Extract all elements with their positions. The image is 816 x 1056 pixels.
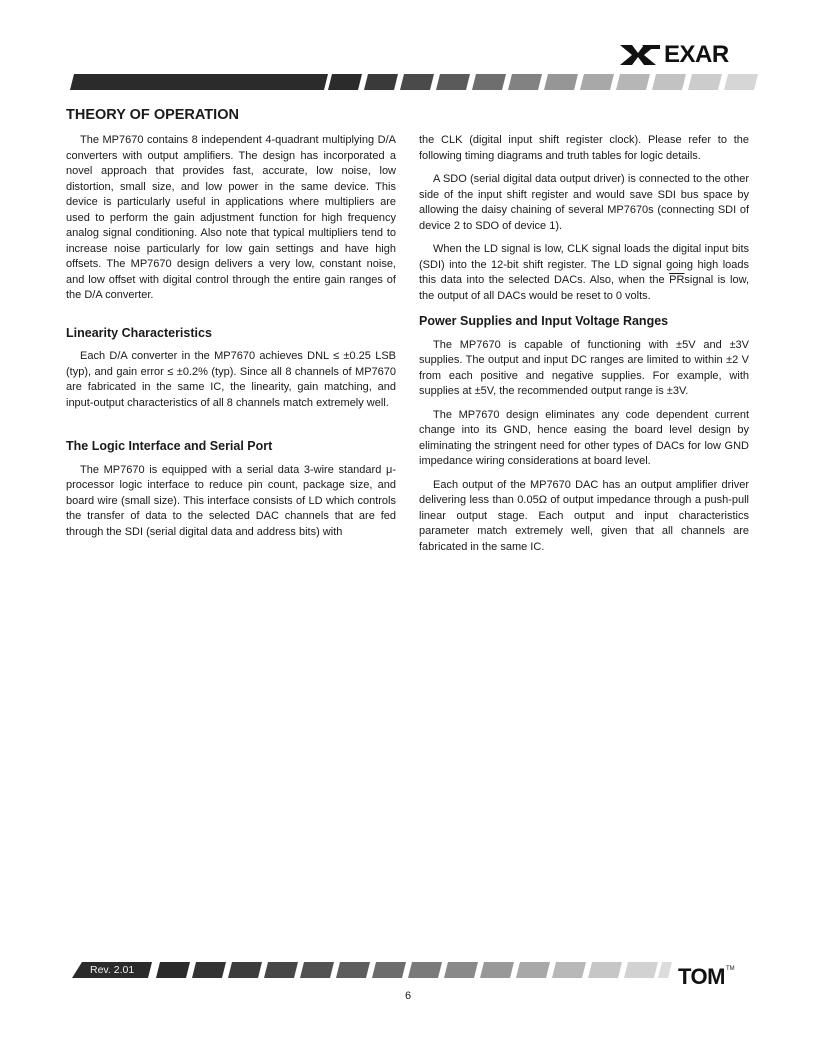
paragraph-output: Each output of the MP7670 DAC has an output amplifier driver delivering less than 0.05Ω of output impedance through a push-pull linear output stage. Each output and input characteristics parameter match extremely well, given that all channels are fabricated in the same IC. [419, 478, 749, 553]
paragraph-sdo: A SDO (serial digital data output driver) is connected to the other side of the input shift register and would save SDI bus space by allowing the daisy chaining of several MP7670s (connecting SDI of device 2 to SDO of device 1). [419, 173, 749, 232]
revision-label: Rev. 2.01 [90, 964, 135, 976]
paragraph-clk: the CLK (digital input shift register clock). Please refer to the following timing diagrams and truth tables for logic details. [419, 134, 749, 162]
paragraph-ld-text-a: When the LD signal is low, CLK signal loads the digital input bits (SDI) into the 12-bit shift register. The LD signal going high loads this data into the selected DACs. Also, when the [419, 243, 749, 286]
heading-logic-interface: The Logic Interface and Serial Port [66, 439, 273, 453]
paragraph-ld-text-b: signal is low, the output of all DACs would be reset to 0 volts. [419, 274, 749, 302]
paragraph-ld [419, 242, 749, 304]
right-column [419, 133, 749, 563]
exar-logo-icon [620, 43, 660, 67]
paragraph-logic-interface: The MP7670 is equipped with a serial data 3-wire standard μ-processor logic interface to reduce pin count, package size, and board wire (small size). This interface consists of LD which controls the transfer of data to the selected DAC channels that are fed through the SDI (serial digital data and address bits) with [66, 463, 396, 538]
paragraph-gnd: The MP7670 design eliminates any code dependent current change into its GND, hence easing the board level design by eliminating the stringent need for other types of DACs for low GND impedance wiring considerations at board level. [419, 408, 749, 467]
heading-linearity: Linearity Characteristics [66, 325, 212, 340]
left-column [66, 133, 396, 548]
trademark-mark: TM [725, 966, 735, 972]
pr-signal-label: $\overline{PR}$ [669, 274, 685, 286]
heading-power-supplies: Power Supplies and Input Voltage Ranges [419, 314, 669, 328]
paragraph-intro: The MP7670 contains 8 independent 4-quadrant multiplying D/A converters with output amplifiers. The design has incorporated a novel approach that provides fast, accurate, low noise, low distortion, small size, and low power in the same device. This device is particularly useful in applications where multipliers are used to perform the gain adjustment function for high frequency analog signal conditioning. Also note that typical multipliers tend to increase noise particularly for low gain settings and have high offsets. The MP7670 design delivers a very low, constant noise, and low offset with digital control through the entire gain ranges of the D/A converter. [66, 134, 396, 301]
header-stripe-band [58, 74, 758, 90]
paragraph-linearity: Each D/A converter in the MP7670 achieves DNL ≤ ±0.25 LSB (typ), and gain error ≤ ±0.2% (typ). Since all 8 channels of MP7670 are fabricated in the same IC, the linearity, gain matching, and input-output characteristics of all 8 channels match extremely well. [66, 350, 396, 409]
page-number: 6 [404, 990, 412, 1002]
paragraph-power-supplies: The MP7670 is capable of functioning with ±5V and ±3V supplies. The output and input DC ranges are limited to within ±2 V from each positive and negative supplies. For example, with supplies at ±5V, the recommended output range is ±3V. [419, 338, 749, 397]
section-title: THEORY OF OPERATION [66, 107, 239, 123]
footer-stripe-band [72, 962, 672, 978]
exar-logo-text: EXAR [664, 41, 729, 68]
tom-logo-text: TOM [678, 964, 725, 989]
tom-logo [678, 960, 735, 988]
exar-logo [620, 42, 729, 68]
